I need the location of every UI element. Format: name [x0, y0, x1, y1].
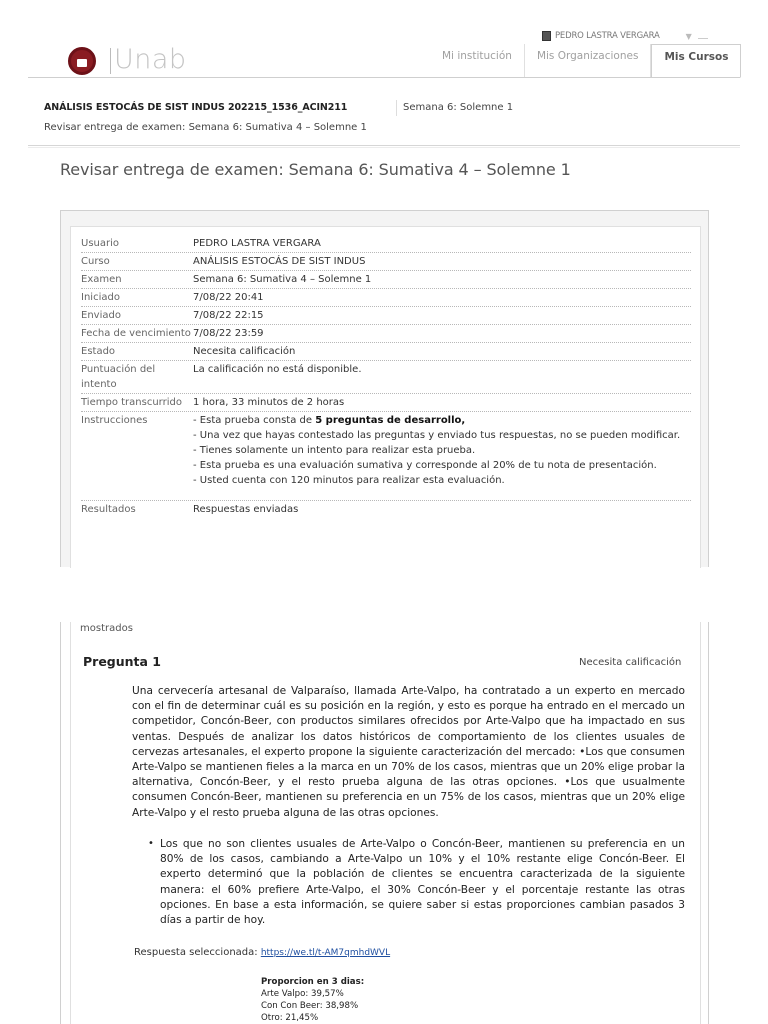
breadcrumb-week[interactable]: Semana 6: Solemne 1 — [403, 102, 514, 113]
attempt-summary-panel — [60, 210, 709, 567]
selected-answer — [134, 947, 390, 958]
info-value: 7/08/22 22:15 — [193, 310, 264, 321]
main-nav — [430, 44, 741, 77]
info-row-usuario — [81, 235, 691, 253]
info-label: Instrucciones — [81, 415, 148, 426]
info-label: Enviado — [81, 310, 121, 321]
info-label: Fecha de vencimiento — [81, 328, 191, 339]
info-row-vencimiento — [81, 325, 691, 343]
breadcrumb-separator — [396, 100, 397, 116]
attempt-info-table — [81, 235, 691, 518]
instruction-line: - Tienes solamente un intento para realizar esta prueba. — [193, 445, 476, 456]
menu-underline — [698, 33, 708, 39]
tab-mis-organizaciones[interactable]: Mis Organizaciones — [525, 44, 652, 77]
chevron-down-icon[interactable]: ▼ — [685, 31, 692, 41]
answer-heading — [261, 976, 364, 988]
info-value: 7/08/22 20:41 — [193, 292, 264, 303]
info-value: ANÁLISIS ESTOCÁS DE SIST INDUS — [193, 256, 366, 267]
top-header — [0, 0, 768, 78]
instructions-text — [193, 413, 691, 499]
instruction-emphasis: 5 preguntas de desarrollo, — [315, 415, 466, 426]
instruction-line: - Usted cuenta con 120 minutos para realizar esta evaluación. — [193, 475, 505, 486]
question-status: Necesita calificación — [579, 657, 682, 668]
selected-answer-label: Respuesta seleccionada: — [134, 947, 258, 958]
user-name[interactable]: PEDRO LASTRA VERGARA — [555, 31, 660, 41]
instruction-line: - Una vez que hayas contestado las preguntas y enviado tus respuestas, no se pueden modificar. — [193, 430, 681, 441]
avatar-icon — [542, 31, 551, 41]
breadcrumb — [0, 92, 768, 146]
question-body: Una cervecería artesanal de Valparaíso, llamada Arte-Valpo, ha contratado a un experto en mercado con el fin de determinar cuál es su posición en la región, y esto es porque ha entrado en el mercado un competidor, Concón-Beer, con productos similares ofrecidos por Arte-Valpo que ha impactado en sus ventas. Después de analizar los datos históricos de comportamiento de los clientes usuales de cervezas artesanales, el experto propone la siguiente caracterización del mercado: •Los que consumen Arte-Valpo se mantienen fieles a la marca en un 70% de los casos, mientras que un 20% elige probar la alternativa, Concón-Beer, y el resto prueba alguna de las otras opciones. •Los que usualmente consumen Concón-Beer, mantienen su preferencia en un 75% de los casos, mientras que un 20% elige Arte-Valpo y el resto prueba alguna de las otras opciones. — [132, 685, 685, 819]
breadcrumb-divider — [28, 145, 740, 146]
answer-line: Otro: 21,45% — [261, 1013, 319, 1023]
question-bullet-text: Los que no son clientes usuales de Arte-Valpo o Concón-Beer, mantienen su preferencia en un 80% de los casos, cambiando a Arte-Valpo un 10% y el 10% restante elige Concón-Beer. El experto determinó que la población de clientes se encuentra caracterizada de la siguiente manera: el 60% prefiere Arte-Valpo, el 30% Concón-Beer y el porcentaje restante las otras opciones. En base a esta información, se quiere saber si estas proporciones cambian pasados 3 días a partir de hoy. — [160, 838, 685, 927]
breadcrumb-course[interactable]: ANÁLISIS ESTOCÁS DE SIST INDUS 202215_1536_ACIN211 — [44, 102, 348, 113]
logo-emblem-icon — [68, 47, 96, 75]
page-title: Revisar entrega de examen: Semana 6: Sumativa 4 – Solemne 1 — [60, 160, 571, 179]
breadcrumb-current-page: Revisar entrega de examen: Semana 6: Sumativa 4 – Solemne 1 — [44, 122, 367, 133]
info-row-estado — [81, 343, 691, 361]
info-row-puntuacion — [81, 361, 691, 394]
info-label: Resultados — [81, 504, 136, 515]
answer-link[interactable]: https://we.tl/t-AM7qmhdWVL — [260, 948, 391, 958]
answer-line: Con Con Beer: 38,98% — [261, 1001, 359, 1011]
info-label: Tiempo transcurrido — [81, 397, 182, 408]
question-title: Pregunta 1 — [83, 654, 162, 669]
info-label: Curso — [81, 256, 110, 267]
info-row-resultados — [81, 501, 691, 518]
bullet-icon: • — [148, 838, 154, 849]
instruction-text: - Esta prueba consta de — [193, 415, 316, 426]
question-bullet-item — [146, 837, 685, 928]
info-value: 7/08/22 23:59 — [193, 328, 264, 339]
user-menu[interactable] — [542, 31, 708, 41]
tab-mi-institucion[interactable]: Mi institución — [430, 44, 525, 77]
info-value: PEDRO LASTRA VERGARA — [193, 238, 321, 249]
info-row-iniciado — [81, 289, 691, 307]
info-value: 1 hora, 33 minutos de 2 horas — [193, 397, 345, 408]
logo[interactable] — [68, 46, 187, 75]
question-panel-inner — [70, 622, 701, 1024]
question-panel — [60, 622, 709, 1024]
info-row-tiempo — [81, 394, 691, 412]
attempt-summary-inner — [70, 226, 701, 568]
logo-text: Unab — [114, 44, 187, 75]
breadcrumb-divider-shadow — [28, 147, 740, 148]
header-divider — [28, 77, 740, 78]
info-label: Estado — [81, 346, 116, 357]
info-label: Examen — [81, 274, 122, 285]
results-continuation: mostrados — [80, 623, 133, 634]
info-value: La calificación no está disponible. — [193, 364, 362, 375]
info-value: Semana 6: Sumativa 4 – Solemne 1 — [193, 274, 372, 285]
instruction-line: - Esta prueba es una evaluación sumativa y corresponde al 20% de tu nota de presentación. — [193, 460, 657, 471]
info-value: Respuestas enviadas — [193, 504, 299, 515]
answer-line: Arte Valpo: 39,57% — [261, 989, 344, 999]
info-row-examen — [81, 271, 691, 289]
info-label: Iniciado — [81, 292, 120, 303]
logo-divider — [110, 48, 111, 74]
info-label: Puntuación del intento — [81, 364, 156, 390]
info-row-enviado — [81, 307, 691, 325]
info-row-curso — [81, 253, 691, 271]
info-value: Necesita calificación — [193, 346, 296, 357]
tab-mis-cursos[interactable]: Mis Cursos — [651, 44, 741, 78]
info-row-instrucciones — [81, 412, 691, 501]
answer-details — [261, 976, 364, 1024]
answer-heading-text: Proporcion en 3 dias: — [261, 977, 365, 987]
info-label: Usuario — [81, 238, 120, 249]
instruction-line — [193, 413, 691, 428]
